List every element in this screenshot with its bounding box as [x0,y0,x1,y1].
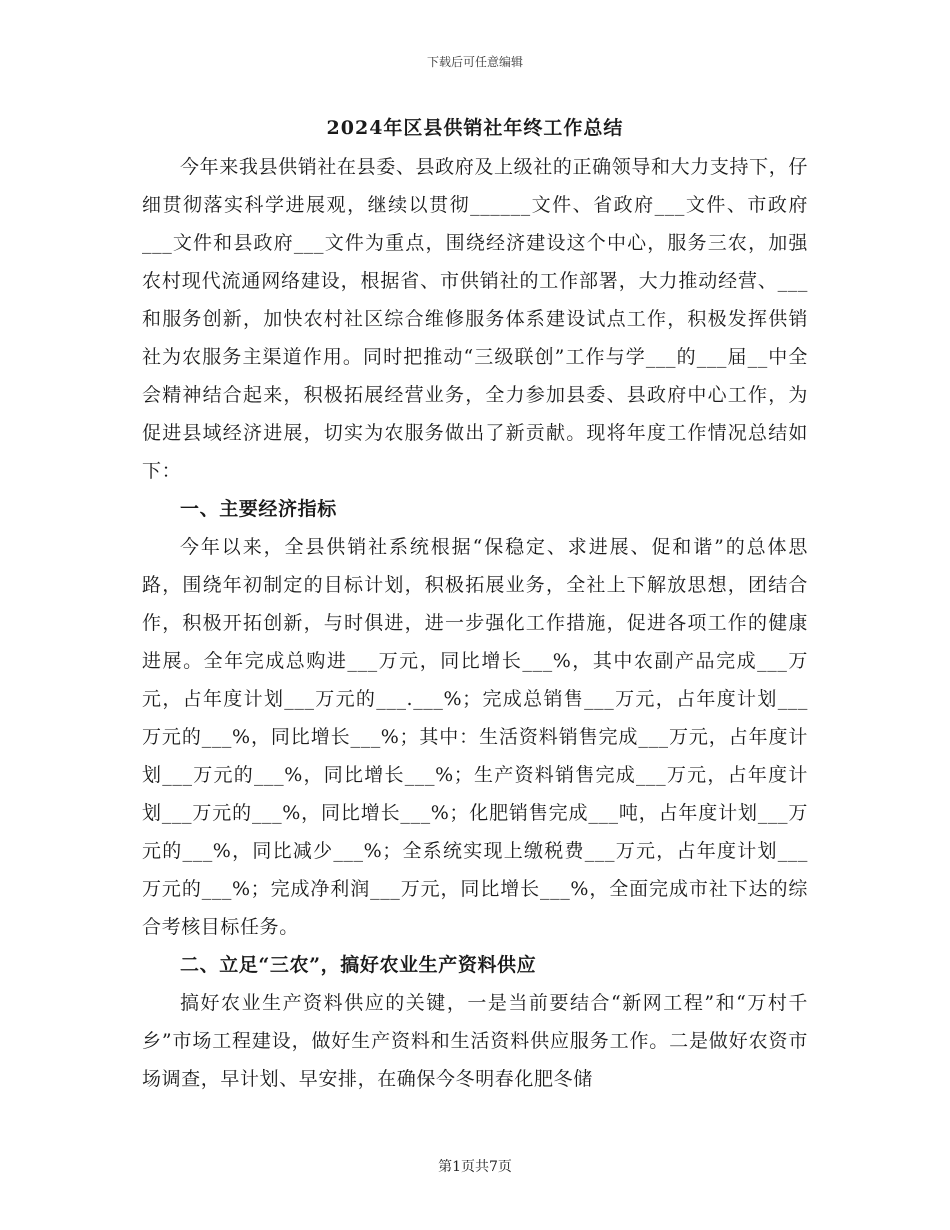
section-1-heading: 一、主要经济指标 [180,498,337,520]
document-body [142,108,808,1098]
section-2-heading: 二、立足“三农”，搞好农业生产资料供应 [180,954,537,976]
section-2-paragraph: 搞好农业生产资料供应的关键，一是当前要结合“新网工程”和“万村千乡”市场工程建设，做好生产资料和生活资料供应服务工作。二是做好农资市场调查，早计划、早安排，在确保今冬明春化肥冬储 [142,992,808,1090]
page-footer: 第1页共7页 [438,1159,512,1175]
section-1-paragraph: 今年以来，全县供销社系统根据“保稳定、求进展、促和谐”的总体思路，围绕年初制定的目标计划，积极拓展业务，全社上下解放思想，团结合作，积极开拓创新，与时俱进，进一步强化工作措施，促进各项工作的健康进展。全年完成总购进___万元，同比增长___%，其中农副产品完成___万元，占年度计划___万元的___.___%；完成总销售___万元，占年度计划___万元的___%，同比增长___%；其中：生活资料销售完成___万元，占年度计划___万元的___%，同比增长___%；生产资料销售完成___万元，占年度计划___万元的___%，同比增长___%；化肥销售完成___吨，占年度计划___万元的___%，同比减少___%；全系统实现上缴税费___万元，占年度计划___万元的___%；完成净利润___万元，同比增长___%，全面完成市社下达的综合考核目标任务。 [142,536,808,938]
document-title: 2024年区县供销社年终工作总结 [326,117,624,139]
intro-paragraph: 今年来我县供销社在县委、县政府及上级社的正确领导和大力支持下，仔细贯彻落实科学进展观，继续以贯彻______文件、省政府___文件、市政府___文件和县政府___文件为重点，围绕经济建设这个中心，服务三农，加强农村现代流通网络建设，根据省、市供销社的工作部署，大力推动经营、___和服务创新，加快农村社区综合维修服务体系建设试点工作，积极发挥供销社为农服务主渠道作用。同时把推动“三级联创”工作与学___的___届__中全会精神结合起来，积极拓展经营业务，全力参加县委、县政府中心工作，为促进县域经济进展，切实为农服务做出了新贡献。现将年度工作情况总结如下： [142,156,808,482]
page-header-note: 下载后可任意编辑 [426,55,523,69]
